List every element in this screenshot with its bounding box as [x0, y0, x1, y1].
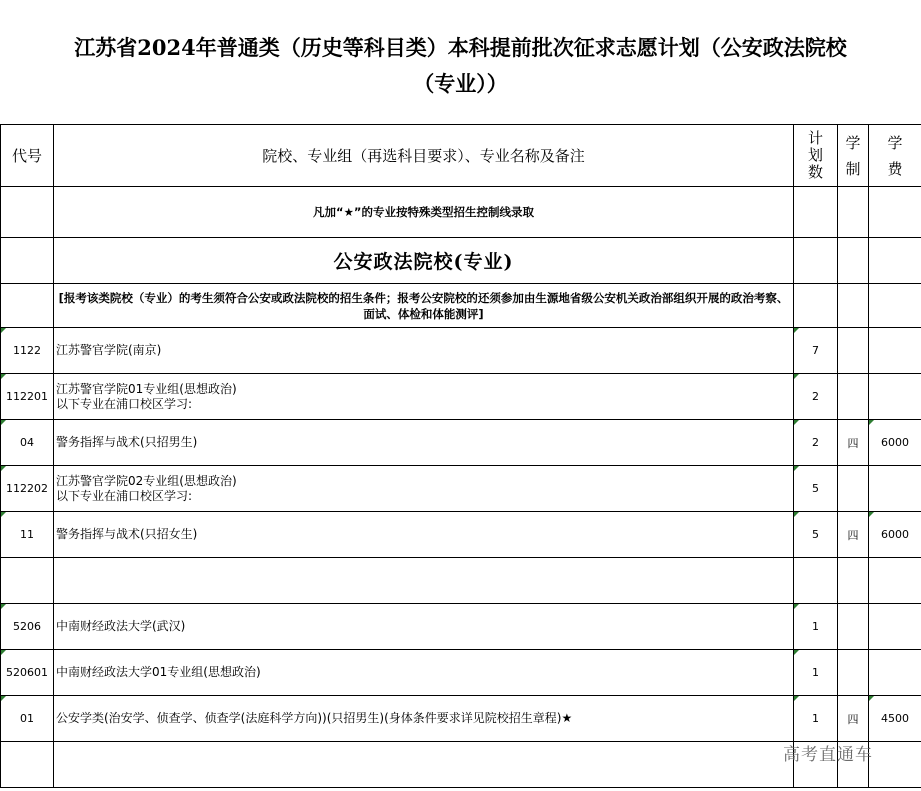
row-name: [54, 650, 794, 696]
row-name-line: 中南财经政法大学(武汉): [56, 619, 186, 633]
row-code: 112202: [1, 466, 54, 512]
table-row: [1, 374, 921, 420]
table-row: [1, 328, 921, 374]
title-line-1: 江苏省2024年普通类（历史等科目类）本科提前批次征求志愿计划（公安政法院校: [74, 35, 847, 60]
row-code: 520601: [1, 650, 54, 696]
header-fee: [869, 125, 921, 187]
header-plan-char: 划: [807, 146, 823, 164]
row-years: 四: [838, 512, 869, 558]
condition-row: [1, 284, 921, 328]
row-years: 四: [838, 696, 869, 742]
header-plan-count: [794, 125, 838, 187]
row-code: 11: [1, 512, 54, 558]
row-name: [54, 466, 794, 512]
row-years: [838, 558, 869, 604]
header-plan-char: 数: [807, 163, 823, 181]
header-years: [838, 125, 869, 187]
row-name: [54, 558, 794, 604]
row-fee: 4500: [869, 696, 921, 742]
row-plan-count: [794, 558, 838, 604]
row-fee: [869, 558, 921, 604]
admission-condition: [报考该类院校（专业）的考生须符合公安或政法院校的招生条件；报考公安院校的还须参加由生源地省级公安机关政治部组织开展的政治考察、面试、体检和体能测评]: [54, 284, 794, 328]
row-plan-count: 1: [794, 650, 838, 696]
row-name: [54, 328, 794, 374]
table-row: [1, 650, 921, 696]
row-years: [838, 466, 869, 512]
row-plan-count: 5: [794, 466, 838, 512]
row-code: 01: [1, 696, 54, 742]
header-fee-char: 学: [887, 133, 903, 152]
category-title: 公安政法院校(专业): [54, 238, 794, 284]
row-plan-count: 1: [794, 604, 838, 650]
category-row: [1, 238, 921, 284]
row-fee: [869, 742, 921, 788]
note-row: [1, 187, 921, 238]
row-plan-count: 1: [794, 696, 838, 742]
row-plan-count: 2: [794, 420, 838, 466]
row-years: [838, 374, 869, 420]
table-row: [1, 420, 921, 466]
row-name-line: 警务指挥与战术(只招男生): [56, 435, 198, 449]
row-plan-count: 7: [794, 328, 838, 374]
row-code: [1, 558, 54, 604]
header-fee-char: 费: [887, 159, 903, 178]
row-plan-count: 5: [794, 512, 838, 558]
enrollment-plan-table: [0, 124, 921, 788]
watermark: 高考直通车: [783, 745, 873, 765]
row-fee: [869, 374, 921, 420]
row-name-line: 江苏警官学院(南京): [56, 343, 162, 357]
row-code: [1, 742, 54, 788]
header-years-char: 制: [845, 159, 861, 178]
header-plan-char: 计: [807, 129, 823, 147]
row-code: 04: [1, 420, 54, 466]
table-row: [1, 604, 921, 650]
row-name: [54, 420, 794, 466]
title-line-2: （专业））: [413, 71, 508, 96]
row-name-line: 中南财经政法大学01专业组(思想政治): [56, 665, 261, 679]
row-fee: [869, 604, 921, 650]
header-years-char: 学: [845, 133, 861, 152]
row-years: [838, 328, 869, 374]
row-fee: [869, 328, 921, 374]
row-years: 四: [838, 420, 869, 466]
row-name-line: 江苏警官学院02专业组(思想政治): [56, 473, 237, 488]
row-fee: 6000: [869, 512, 921, 558]
row-name-line: 以下专业在浦口校区学习:: [56, 488, 193, 503]
table-row: [1, 512, 921, 558]
table-row: [1, 466, 921, 512]
table-row: [1, 696, 921, 742]
row-years: [838, 650, 869, 696]
star-note: 凡加“★”的专业按特殊类型招生控制线录取: [54, 187, 794, 238]
page-title: [0, 30, 921, 102]
row-name: [54, 604, 794, 650]
row-code: 1122: [1, 328, 54, 374]
row-name-line: 公安学类(治安学、侦查学、侦查学(法庭科学方向))(只招男生)(身体条件要求详见院校招生章程)★: [56, 711, 573, 725]
row-years: [838, 604, 869, 650]
row-name: [54, 742, 794, 788]
row-name: [54, 696, 794, 742]
row-name-line: 江苏警官学院01专业组(思想政治): [56, 381, 237, 396]
table-row: [1, 558, 921, 604]
header-description: 院校、专业组（再选科目要求）、专业名称及备注: [54, 125, 794, 187]
row-code: 5206: [1, 604, 54, 650]
header-code: 代号: [1, 125, 54, 187]
row-fee: [869, 650, 921, 696]
table-header-row: [1, 125, 921, 187]
row-fee: 6000: [869, 420, 921, 466]
row-name-line: 警务指挥与战术(只招女生): [56, 527, 198, 541]
row-plan-count: 2: [794, 374, 838, 420]
row-name: [54, 512, 794, 558]
row-code: 112201: [1, 374, 54, 420]
row-fee: [869, 466, 921, 512]
row-name: [54, 374, 794, 420]
row-name-line: 以下专业在浦口校区学习:: [56, 396, 193, 411]
